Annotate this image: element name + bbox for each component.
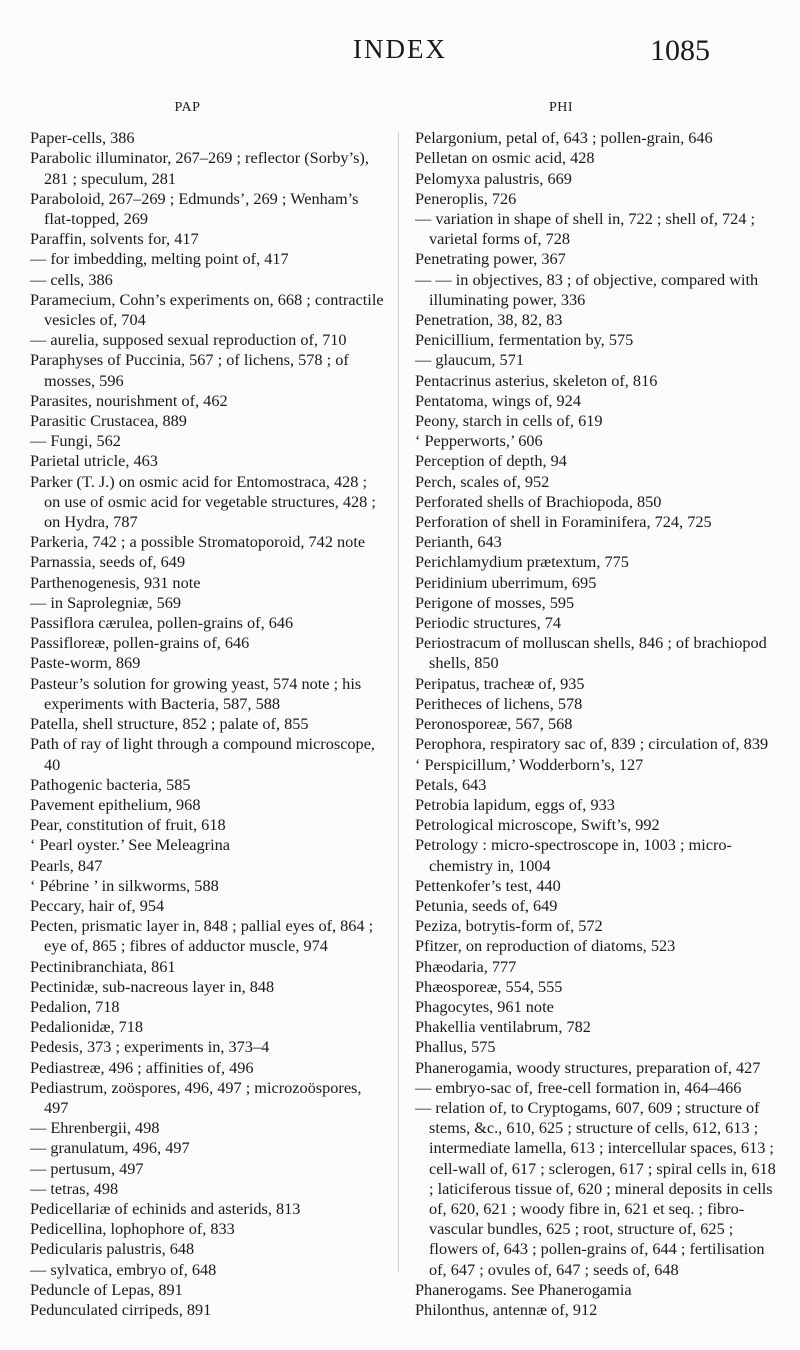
index-entry: ‘ Pepperworts,’ 606 [415, 431, 543, 451]
index-entry: Peridinium uberrimum, 695 [415, 572, 597, 592]
index-entry: Parkeria, 742 ; a possible Stromatoporoid, 742 note [30, 532, 366, 552]
index-entry: Perigone of mosses, 595 [415, 592, 575, 612]
index-entry: — in Saprolegniæ, 569 [30, 592, 182, 612]
index-entry: Perception of depth, 94 [415, 451, 567, 471]
index-entry: Paste-worm, 869 [30, 653, 141, 673]
index-entry: Parietal utricle, 463 [30, 451, 158, 471]
index-entry: Phallus, 575 [415, 1037, 496, 1057]
index-entry: Phæosporeæ, 554, 555 [415, 976, 563, 996]
index-entry: Perforated shells of Brachiopoda, 850 [415, 491, 662, 511]
index-entry: — relation of, to Cryptogams, 607, 609 ; structure of stems, &c., 610, 625 ; structure of cells, 612, 613 ; intermediate lamella, 613 ; intercellular spaces, 613 ; cell-wall of, 617 ; sclerogen, 617 ; spiral cells in, 618 ; laticiferous tissue of, 620 ; mineral deposits in cells of, 620, 621 ; woody fibre in, 621 et seq. ; fibro-vascular bundles, 625 ; root, structure of, 625 ; flowers of, 643 ; pollen-grains of, 644 ; fertilisation of, 647 ; ovules of, 647 ; seeds of, 648 [415, 1097, 776, 1279]
index-entry: Pavement epithelium, 968 [30, 794, 201, 814]
index-entry: Paraboloid, 267–269 ; Edmunds’, 269 ; Wenham’s flat-topped, 269 [30, 188, 359, 229]
index-entry: Pfitzer, on reproduction of diatoms, 523 [415, 936, 676, 956]
index-entry: ‘ Pébrine ’ in silkworms, 588 [30, 875, 219, 895]
index-entry: Perichlamydium prætextum, 775 [415, 552, 629, 572]
index-entry: Petunia, seeds of, 649 [415, 895, 558, 915]
right-index-entries [415, 128, 777, 1320]
index-entry: Perforation of shell in Foraminifera, 724, 725 [415, 512, 712, 532]
index-entry: Pathogenic bacteria, 585 [30, 774, 191, 794]
index-entry: Peripatus, tracheæ of, 935 [415, 673, 585, 693]
index-entry: Pasteur’s solution for growing yeast, 574 note ; his experiments with Bacteria, 587, 588 [30, 673, 362, 713]
index-entry: — for imbedding, melting point of, 417 [30, 249, 289, 269]
index-entry: Pedalionidæ, 718 [30, 1017, 144, 1037]
index-entry: — — in objectives, 83 ; of objective, compared with illuminating power, 336 [415, 269, 759, 309]
index-entry: Periodic structures, 74 [415, 613, 562, 633]
index-entry: Pedicellina, lophophore of, 833 [30, 1219, 235, 1239]
index-entry: Passiflora cærulea, pollen-grains of, 646 [30, 613, 294, 633]
index-entry: Path of ray of light through a compound microscope, 40 [30, 734, 375, 774]
index-entry: — sylvatica, embryo of, 648 [30, 1259, 217, 1279]
index-entry: ‘ Perspicillum,’ Wodderborn’s, 127 [415, 754, 644, 774]
index-entry: Petrobia lapidum, eggs of, 933 [415, 794, 615, 814]
index-entry: Pedalion, 718 [30, 996, 120, 1016]
index-entry: Pedicellariæ of echinids and asterids, 813 [30, 1198, 301, 1218]
index-entry: Pentatoma, wings of, 924 [415, 390, 581, 410]
index-entry: Paper-cells, 386 [30, 128, 135, 148]
index-entry: Petrology : micro-spectroscope in, 1003 ; micro-chemistry in, 1004 [415, 835, 732, 875]
index-entry: Parnassia, seeds of, 649 [30, 552, 186, 572]
index-entry: — pertusum, 497 [30, 1158, 144, 1178]
index-entry: Perch, scales of, 952 [415, 471, 550, 491]
index-entry: Pelomyxa palustris, 669 [415, 168, 572, 188]
index-entry: Pedunculated cirripeds, 891 [30, 1299, 212, 1319]
index-entry: Pearls, 847 [30, 855, 103, 875]
index-entry: Pediastrum, zoöspores, 496, 497 ; microzoöspores, 497 [30, 1077, 362, 1117]
right-column [415, 98, 777, 1320]
index-entry: Paraphyses of Puccinia, 567 ; of lichens, 578 ; of mosses, 596 [30, 350, 349, 390]
index-entry: Phakellia ventilabrum, 782 [415, 1017, 591, 1037]
index-entry: Phanerogamia, woody structures, preparation of, 427 [415, 1057, 761, 1077]
index-entry: Pedicularis palustris, 648 [30, 1239, 195, 1259]
index-entry: Parasites, nourishment of, 462 [30, 390, 228, 410]
index-entry: Pelletan on osmic acid, 428 [415, 148, 595, 168]
index-entry: Phæodaria, 777 [415, 956, 517, 976]
left-column [30, 98, 385, 1320]
index-entry: — granulatum, 496, 497 [30, 1138, 190, 1158]
index-entry: Pedesis, 373 ; experiments in, 373–4 [30, 1037, 270, 1057]
index-entry: Philonthus, antennæ of, 912 [415, 1299, 598, 1319]
index-entry: Penetration, 38, 82, 83 [415, 310, 563, 330]
index-entry: Parabolic illuminator, 267–269 ; reflector (Sorby’s), 281 ; speculum, 281 [30, 148, 369, 188]
index-entry: Pectinibranchiata, 861 [30, 956, 176, 976]
index-entry: Patella, shell structure, 852 ; palate of, 855 [30, 714, 309, 734]
index-entry: Penetrating power, 367 [415, 249, 566, 269]
index-entry: — variation in shape of shell in, 722 ; shell of, 724 ; varietal forms of, 728 [415, 209, 756, 249]
index-entry: Pear, constitution of fruit, 618 [30, 815, 226, 835]
index-entry: — Fungi, 562 [30, 431, 121, 451]
page-number: 1085 [650, 34, 710, 67]
running-title: INDEX [353, 34, 447, 64]
index-entry: Pecten, prismatic layer in, 848 ; pallial eyes of, 864 ; eye of, 865 ; fibres of adductor muscle, 974 [30, 916, 374, 956]
index-entry: ‘ Pearl oyster.’ See Meleagrina [30, 835, 230, 855]
index-entry: Paraffin, solvents for, 417 [30, 229, 199, 249]
index-entry: Peritheces of lichens, 578 [415, 693, 583, 713]
index-entry: Parthenogenesis, 931 note [30, 572, 201, 592]
index-entry: — cells, 386 [30, 269, 113, 289]
index-entry: Peduncle of Lepas, 891 [30, 1279, 183, 1299]
index-entry: Phagocytes, 961 note [415, 996, 554, 1016]
index-entry: Pectinidæ, sub-nacreous layer in, 848 [30, 976, 275, 996]
index-entry: Perianth, 643 [415, 532, 502, 552]
index-entry: Pelargonium, petal of, 643 ; pollen-grain, 646 [415, 128, 713, 148]
index-entry: — aurelia, supposed sexual reproduction of, 710 [30, 330, 347, 350]
index-entry: Penicillium, fermentation by, 575 [415, 330, 634, 350]
index-entry: — glaucum, 571 [415, 350, 524, 370]
running-head [0, 34, 800, 74]
left-index-entries [30, 128, 385, 1320]
index-entry: Pediastreæ, 496 ; affinities of, 496 [30, 1057, 254, 1077]
index-entry: Peccary, hair of, 954 [30, 895, 165, 915]
column-divider [398, 132, 399, 1272]
index-entry: — embryo-sac of, free-cell formation in, 464–466 [415, 1077, 742, 1097]
index-entry: — Ehrenbergii, 498 [30, 1118, 160, 1138]
index-entry: Peneroplis, 726 [415, 188, 517, 208]
index-entry: Paramecium, Cohn’s experiments on, 668 ; contractile vesicles of, 704 [30, 289, 384, 330]
index-entry: Petals, 643 [415, 774, 487, 794]
index-entry: Peronosporeæ, 567, 568 [415, 714, 573, 734]
index-entry: Pettenkofer’s test, 440 [415, 875, 561, 895]
left-column-guide-word: PAP [174, 100, 201, 115]
index-entry: Phanerogams. See Phanerogamia [415, 1279, 632, 1299]
index-entry: Pentacrinus asterius, skeleton of, 816 [415, 370, 658, 390]
index-entry: Peziza, botrytis-form of, 572 [415, 916, 603, 936]
index-entry: Peony, starch in cells of, 619 [415, 411, 603, 431]
index-entry: Petrological microscope, Swift’s, 992 [415, 815, 660, 835]
index-entry: Perophora, respiratory sac of, 839 ; circulation of, 839 [415, 734, 769, 754]
right-column-guide-word: PHI [548, 100, 574, 115]
index-entry: — tetras, 498 [30, 1178, 119, 1198]
index-entry: Passifloreæ, pollen-grains of, 646 [30, 633, 250, 653]
index-entry: Periostracum of molluscan shells, 846 ; of brachiopod shells, 850 [415, 633, 767, 673]
index-entry: Parker (T. J.) on osmic acid for Entomostraca, 428 ; on use of osmic acid for vegetable structures, 428 ; on Hydra, 787 [30, 471, 376, 532]
index-entry: Parasitic Crustacea, 889 [30, 411, 187, 431]
